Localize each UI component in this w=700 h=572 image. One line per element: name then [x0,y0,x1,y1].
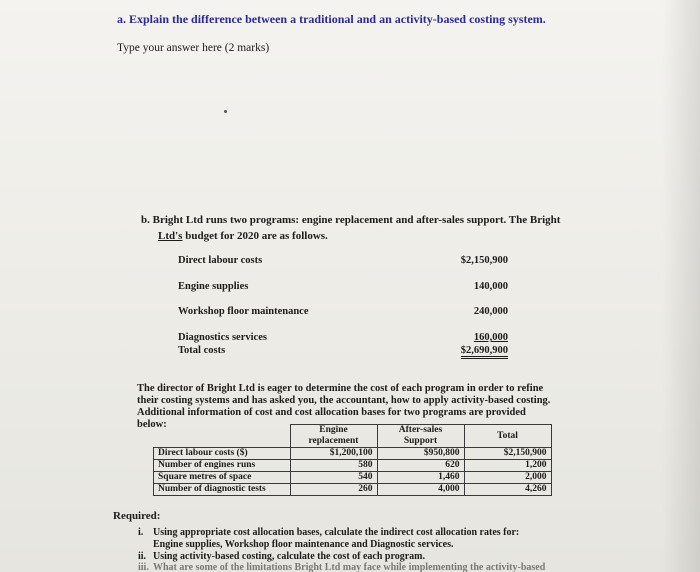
table-cell: 2,000 [464,472,551,484]
question-a-title: a. Explain the difference between a traditional and an activity-based costing system. [117,12,546,26]
item-text: Using appropriate cost allocation bases, calculate the indirect cost allocation rates for: [153,527,520,538]
budget-value: 140,000 [473,281,508,292]
budget-value: 240,000 [473,306,508,317]
cost-table [153,424,552,496]
table-row [154,484,552,496]
table-cell: 1,200 [464,460,551,472]
table-row [154,460,552,472]
table-header: Total [464,425,551,448]
table-cell: Number of engines runs [154,460,291,472]
table-header: After-sales Support [377,425,464,448]
item-text: Using activity-based costing, calculate the cost of each program. [153,551,426,562]
budget-value: $2,150,900 [460,255,508,266]
text-cursor-dot [224,110,227,113]
answer-prompt[interactable]: Type your answer here (2 marks) [117,42,270,54]
budget-row [178,306,508,320]
table-cell: 580 [290,460,377,472]
table-row [154,448,552,460]
table-cell: 540 [290,472,377,484]
budget-row [178,281,508,295]
director-paragraph: The director of Bright Ltd is eager to determine the cost of each program in order to refine their costing systems and has asked you, the accountant, how to apply activity-based costing. Additional information of cost and cost allocation bases for two programs are provided below: [137,383,551,430]
table-header [154,425,291,448]
table-cell: $1,200,100 [290,448,377,460]
budget-label: Diagnostics services [178,332,267,343]
budget-label: Workshop floor maintenance [178,306,309,317]
item-number: iii. [138,562,149,572]
table-row [154,472,552,484]
budget-row [178,255,508,269]
table-cell: $950,800 [377,448,464,460]
budget-value: 160,000 [473,332,508,343]
item-number: ii. [138,551,147,562]
table-cell: Number of diagnostic tests [154,484,291,496]
table-cell: 620 [377,460,464,472]
required-heading: Required: [113,510,161,522]
budget-total-value: $2,690,900 [461,345,508,359]
ltd-link[interactable]: Ltd's [158,230,183,242]
intro-rest: budget for 2020 are as follows. [182,230,328,242]
table-cell: 1,460 [377,472,464,484]
table-cell: 4,000 [377,484,464,496]
item-number: i. [138,527,144,538]
item-text: What are some of the limitations Bright Ltd may face while implementing the activity-based [153,562,546,572]
table-header: Engine replacement [290,425,377,448]
table-header-row [154,425,552,448]
budget-label: Direct labour costs [178,255,263,266]
budget-label: Total costs [178,345,226,356]
question-b-intro-line2 [158,230,328,242]
budget-total-row [178,345,508,359]
table-cell: $2,150,900 [464,448,551,460]
page-shadow [662,0,700,572]
table-cell: Square metres of space [154,472,291,484]
budget-label: Engine supplies [178,281,249,292]
table-cell: 4,260 [464,484,551,496]
budget-row [178,332,508,346]
table-cell: Direct labour costs ($) [154,448,291,460]
question-b-intro: b. Bright Ltd runs two programs: engine replacement and after-sales support. The Bright [141,214,561,226]
table-cell: 260 [290,484,377,496]
item-text: Engine supplies, Workshop floor maintenance and Diagnostic services. [153,539,454,550]
